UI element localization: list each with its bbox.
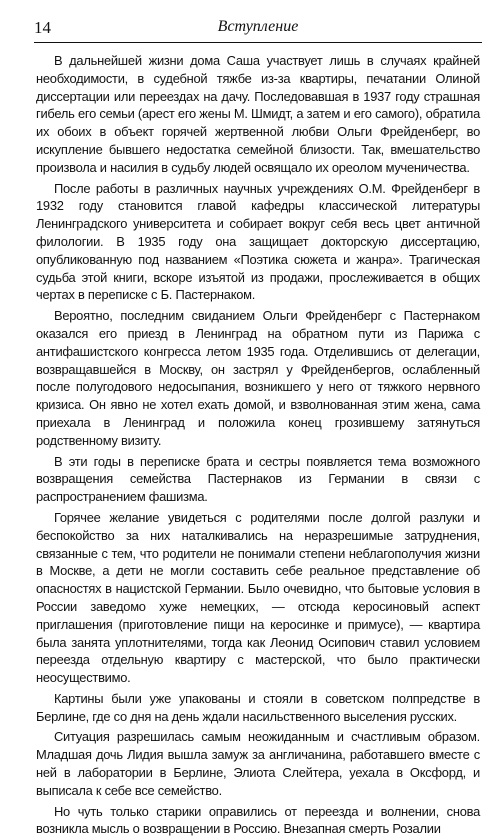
document-page [36,18,480,838]
paragraph: В эти годы в переписке брата и сестры появляется тема возможного возвращения семейства Пастернаков из Германии в связи с распространением фашизма. [36,453,480,505]
running-title: Вступление [217,18,299,35]
paragraph: Горячее желание увидеться с родителями после долгой разлуки и беспокойство за них наталкивались на неразрешимые затруднения, связанные с тем, что родители не понимали степени неблагополучия жизни в Москве, а дети не могли составить себе реальное представление об опасностях в нацистской Германии. Было очевидно, что бытовые условия в России заведомо хуже немецких, — отсюда керосиновый аспект приглашения (приготовление пищи на керосинке и примусе), — квартира была занята уплотнителями, тогда как Леонид Осипович ставил условием переезда отдельную квартиру с мастерской, что было практически неосуществимо. [36,509,480,686]
body-text [36,52,480,838]
paragraph: Вероятно, последним свиданием Ольги Фрейденберг с Пастернаком оказался его приезд в Ленинград на обратном пути из Парижа с антифашистского конгресса летом 1935 года. Отделившись от делегации, возвращавшейся в Москву, он застрял у Фрейденбергов, ослабленный после полугодового недосыпания, возникшего у него от тяжкого нервного кризиса. Он явно не хотел ехать домой, и взволнованная этим жена, сама приехала в Ленинград и положила конец грозившему затянуться родственному визиту. [36,308,480,448]
page-header [36,18,480,42]
paragraph: В дальнейшей жизни дома Саша участвует лишь в случаях крайней необходимости, в судебной тяжбе из-за квартиры, печатании Олиной диссертации или переездах на дачу. Последовавшая в 1937 году страшная гибель его семьи (арест его жены М. Шмидт, а затем и его самого), обратила их обоих в объект горячей жертвенной любви Ольги Фрейденберг, во искупление бывшего недостатка семейной близости. Так, вмешательство произвола и насилия в судьбу людей освящало их ореолом мученичества. [36,53,480,175]
header-rule [34,42,482,43]
paragraph: После работы в различных научных учреждениях О.М. Фрейденберг в 1932 году становится главой кафедры классической литературы Ленинградского университета и собирает вокруг себя весь цвет античной филологии. В 1935 году она защищает докторскую диссертацию, опубликованную под названием «Поэтика сюжета и жанра». Трагическая судьба этой книги, вскоре изъятой из продажи, прослеживается в общих чертах в переписке с Б. Пастернаком. [36,180,480,303]
paragraph: Ситуация разрешилась самым неожиданным и счастливым образом. Младшая дочь Лидия вышла замуж за англичанина, работавшего вместе с ней в лаборатории в Берлине, Элиота Слейтера, уехала в Оксфорд, и выписала к себе все семейство. [36,729,480,798]
page-number: 14 [34,18,51,37]
paragraph: Но чуть только старики оправились от переезда и волнении, снова возникла мысль о возвращении в Россию. Внезапная смерть Розалии [36,803,480,837]
paragraph: Картины были уже упакованы и стояли в советском полпредстве в Берлине, где со дня на день ждали насильственного выселения русских. [36,690,480,724]
